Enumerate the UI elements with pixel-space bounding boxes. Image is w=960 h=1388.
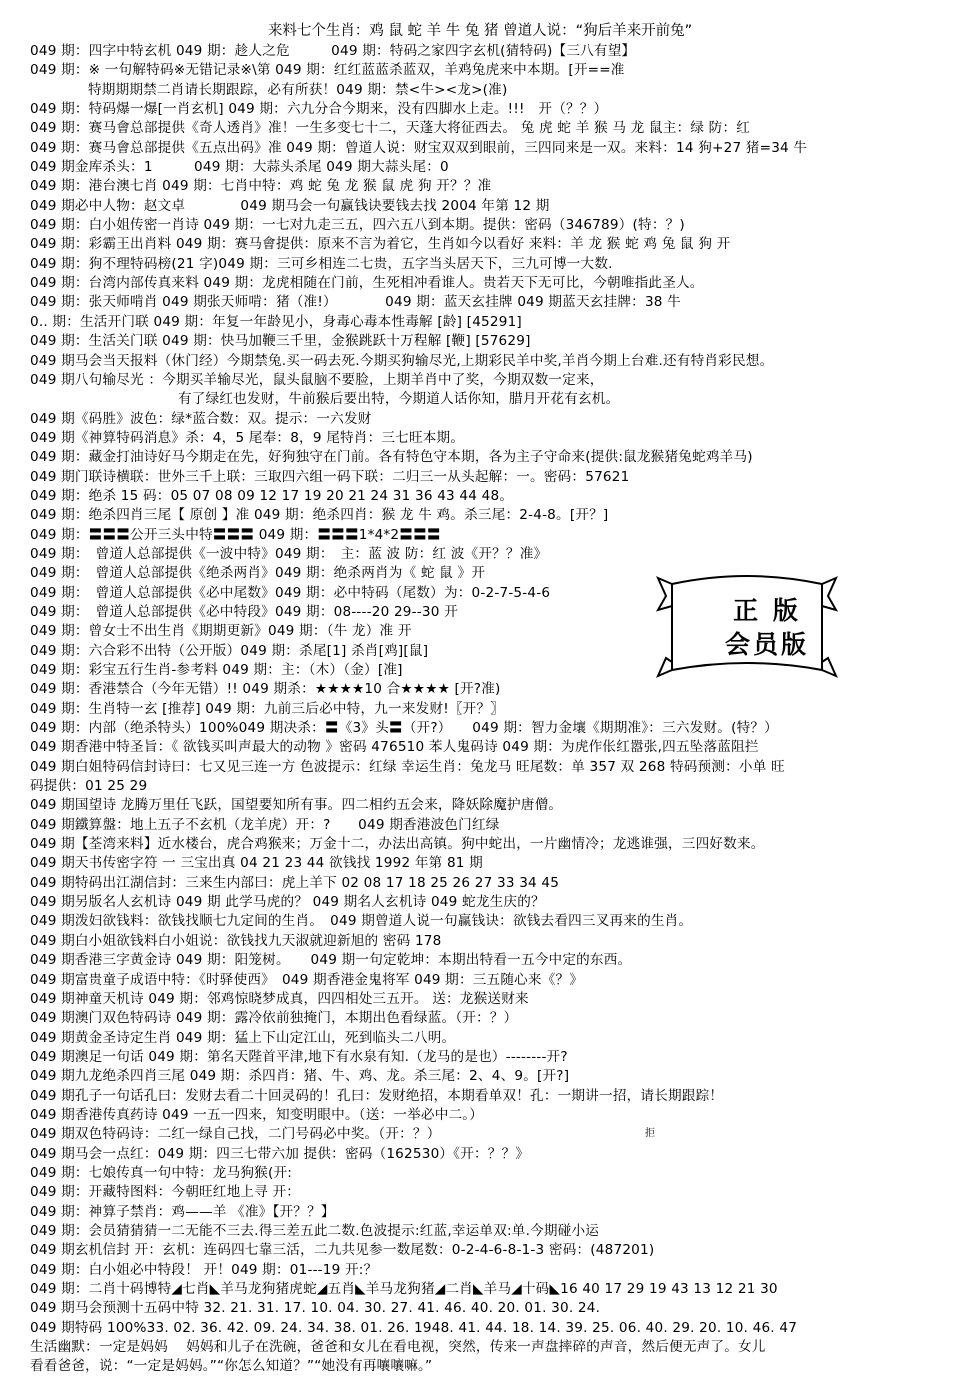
text-line: 049 期：神算子禁肖：鸡——羊 《准》【开？？】 [30, 1203, 335, 1220]
text-line: 049 期白小姐欲钱料白小姐说：欲钱找九天淑就迎新旭的 密码 178 [30, 932, 442, 949]
text-line: 049 期：六合彩不出特（公开版）049 期：杀尾[1] 杀肖[鸡][鼠] [30, 642, 429, 659]
text-line: 049 期澳门双色特码诗 049 期：露冷依前独掩门，本期出色看绿蓝。（开：？） [30, 1010, 518, 1027]
text-line: 049 期鐵算盤：地上五子不玄机（龙羊虎）开：? 049 期香港波色门红绿 [30, 816, 500, 833]
text-line: 049 期：台湾内部传真来料 049 期：龙虎相随在门前，生死相冲看谁人。贵若天下无可比，今朝唯指此圣人。 [30, 275, 704, 292]
text-line: 049 期：藏金打油诗好马今期走在先，好狗独守在门前。各有特色守本期，各为主子守命来(提供:鼠龙猴猪兔蛇鸡羊马) [30, 449, 753, 466]
text-line: 049 期泼妇欲钱料：欲钱找顺七九定间的生肖。 049 期曾道人说一句赢钱诀：欲钱去看四三叉再来的生肖。 [30, 913, 693, 930]
text-line: 049 期：赛马會总部提供《奇人透肖》准！一生多变七十二，天蓬大将征西去。 兔 虎 蛇 羊 猴 马 龙 鼠主：绿 防：红 [30, 120, 751, 137]
text-line: 049 期必中人物：赵文卓 049 期马会一句赢钱诀要钱去找 2004 年第 12 期 [30, 197, 550, 214]
text-line: 049 期：香港禁合（今年无错）!! 049 期杀：★★★★10 合★★★★ [开?准) [30, 681, 501, 698]
text-line: 049 期黄金圣诗定生肖 049 期：猛上下山定江山，死到临头二八明。 [30, 1029, 456, 1046]
text-line: 049 期国望诗 龙腾万里任飞跃，国望要知所有事。四二相约五会来，降妖除魔护唐僧。 [30, 797, 563, 814]
text-line: 049 期马会预测十五码中特 32. 21. 31. 17. 10. 04. 30. 27. 41. 46. 40. 20. 01. 30. 24. [30, 1300, 601, 1317]
text-line: 049 期：曾女士不出生肖《期期更新》049 期：（牛 龙）准 开 [30, 623, 412, 640]
text-line: 049 期：白小姐传密一肖诗 049 期：一七对九走三五，四六五八到本期。提供：密码（346789）(特：？) [30, 217, 685, 234]
text-line: 生活幽默：一定是妈妈 妈妈和儿子在洗碗，爸爸和女儿在看电视，突然，传来一声盘摔碎的声音，然后便无声了。女儿 [30, 1339, 766, 1356]
text-lines [30, 42, 940, 1377]
text-line: 049 期：绝杀四肖三尾【 原创 】准 049 期：绝杀四肖：猴 龙 牛 鸡。杀三尾：2-4-8。[开？] [30, 507, 609, 524]
text-line: 049 期：七娘传真一句中特：龙马狗猴(开: [30, 1164, 293, 1181]
text-line: 049 期： 曾道人总部提供《一波中特》049 期： 主：蓝 波 防：红 波《开？？准》 [30, 545, 548, 562]
text-line: 049 期：港台澳七肖 049 期：七肖中特：鸡 蛇 兔 龙 猴 鼠 虎 狗 开？？准 [30, 178, 492, 195]
text-line: 049 期：彩霸王出肖料 049 期：赛马會提供：原来不言为着它，生肖如今以看好 来料：羊 龙 猴 蛇 鸡 兔 鼠 狗 开 [30, 236, 731, 253]
text-line: 049 期：白小姐必中特段！ 开！049 期：01---19 开:？ [30, 1261, 378, 1278]
text-line: 049 期《码胜》波色：绿*蓝合数：双。提示：一六发财 [30, 410, 372, 427]
text-line: 049 期香港三字黄金诗 049 期：阳笼树。 049 期一句定乾坤：本期出特看一五今中定的东西。 [30, 952, 632, 969]
stamp-label [712, 594, 822, 662]
text-line: 看看爸爸，说：“一定是妈妈。”“你怎么知道？”“她没有再嚷嚷嘛。” [30, 1358, 433, 1375]
text-line: 049 期双色特码诗：二红一绿自己找，二门号码必中奖。（开：？） [30, 1126, 441, 1143]
text-line: 有了绿红也发财，牛前猴后要出特，今期道人话你知，腊月开花有玄机。 [178, 391, 620, 408]
text-line: 049 期金库杀头：1 049 期：大蒜头杀尾 049 期大蒜头尾：0 [30, 159, 449, 176]
text-line: 049 期：生活关门联 049 期：快马加鞭三千里，金猴跳跃十万程解 [鞭] [57629] [30, 333, 531, 350]
text-line: 049 期：彩宝五行生肖-参考料 049 期：主：（木）（金）[准] [30, 662, 403, 678]
stamp-line-1: 正 版 [733, 596, 801, 625]
text-line: 049 期特码 100%33. 02. 36. 42. 09. 24. 34. 38. 01. 26. 1948. 41. 44. 18. 14. 39. 25. 06. 40. 29. 20. 10. 46. 47 [30, 1319, 798, 1336]
text-line: 0.. 期：生活开门联 049 期：年复一年龄见小，身毒心毒本性毒解 [龄] [45291] [30, 313, 522, 330]
text-line: 049 期：二肖十码博特◢七肖◣羊马龙狗猪虎蛇◢五肖◣羊马龙狗猪◢二肖◣羊马◢十码◣16 40 17 29 19 43 13 12 21 30 [30, 1281, 778, 1297]
text-line: 049 期富贵童子成语中特：《时驿使西》 049 期香港金鬼将军 049 期：三五随心来《？》 [30, 971, 584, 988]
text-line: 049 期《神算特码消息》杀：4，5 尾奉：8，9 尾特肖：三七旺本期。 [30, 429, 465, 446]
stamp-line-2: 会员版 [724, 630, 809, 659]
text-line: 049 期白姐特码信封诗曰：七又见三连一方 色波提示：红绿 幸运生肖：兔龙马 旺尾数：单 357 双 268 特码预测：小单 旺 [30, 758, 785, 775]
text-line: 049 期【荃湾来料】近水楼台，虎合鸡猴来；万金十二，办法出高镇。狗中蛇出，一片幽情冷；龙逃谁强，三四好数来。 [30, 836, 765, 853]
text-line: 049 期香港中特圣旨：《 欲钱买叫声最大的动物 》密码 476510 苯人鬼码诗 049 期：为虎作伥红嚣张,四五坠落蓝阻拦 [30, 739, 759, 756]
text-line: 049 期天书传密字符 一 三宝出真 04 21 23 44 欲钱找 1992 年第 81 期 [30, 855, 483, 872]
text-line: 049 期： 曾道人总部提供《必中特段》049 期：08----20 29--30 开 [30, 603, 458, 620]
header-line: 来料七个生肖：鸡 鼠 蛇 羊 牛 兔 猪 曾道人说：“狗后羊来开前兔” [267, 23, 693, 39]
text-line: 049 期玄机信封 开：玄机：连码四七靠三活，二九共见参一数尾数：0-2-4-6-8-1-3 密码：(487201) [30, 1242, 655, 1259]
text-line: 049 期：四字中特玄机 049 期：趁人之危 049 期：特码之家四字玄机(猜特码)【三八有望】 [30, 43, 636, 59]
text-line: 049 期澳足一句话 049 期：第名天陛首平津,地下有水泉有知.（龙马的是也）--------开? [30, 1048, 568, 1065]
text-line: 049 期： 曾道人总部提供《必中尾数》049 期：必中特码（尾数）为：0-2-7-5-4-6 [30, 584, 551, 601]
text-line: 049 期特码出江湖信封：三来生内部曰：虎上羊下 02 08 17 18 25 26 27 33 34 45 [30, 874, 560, 891]
text-line: 049 期神童天机诗 049 期：邻鸡惊晓梦成真，四四相处三五开。 送：龙猴送财来 [30, 990, 529, 1007]
text-line: 049 期：〓〓〓公开三头中特〓〓〓 049 期：〓〓〓1*4*2〓〓〓 [30, 526, 441, 543]
text-line: 049 期九龙绝杀四肖三尾 049 期：杀四肖：猪、牛、鸡、龙。杀三尾：2、4、9。[开?] [30, 1068, 570, 1085]
text-line: 049 期：开藏特图料：今朝旺红地上寻 开： [30, 1184, 301, 1201]
text-line: 049 期：生肖特一玄 [推荐] 049 期：九前三后必中特，九一来发财!〖开？〗 [30, 700, 505, 717]
text-line: 特期期期禁二肖请长期跟踪，必有所获！049 期：禁<牛><龙>(准) [88, 81, 508, 98]
text-line: 049 期：赛马會总部提供《五点出码》准 049 期：曾道人说：财宝双双到眼前，三四同来是一双。来料：14 狗+27 猪=34 牛 [30, 139, 808, 156]
text-line: 049 期：※ 一句解特码※无错记录※\第 049 期：红红蓝蓝杀蓝双，羊鸡兔虎来中本期。[开==准 [30, 62, 625, 79]
text-line: 049 期： 曾道人总部提供《绝杀两肖》049 期：绝杀两肖为《 蛇 鼠 》开 [30, 565, 486, 582]
text-line: 049 期八句输尽光 ：今期买羊输尽光，鼠头鼠脑不要脸，上期羊肖中了奖，今期双数一定来， [30, 371, 604, 388]
text-line: 049 期马会当天报料（休门经）今期禁兔.买一码去死.今期买狗输尽光,上期彩民羊中奖,羊肖今期上台难.还有特肖彩民想。 [30, 352, 774, 369]
text-line: 049 期香港传真药诗 049 一五一四来，知变明眼中。（送：一举必中二。） [30, 1106, 484, 1123]
text-line: 049 期：内部（绝杀特头）100%049 期决杀：〓《3》头〓（开?） 049 期：智力金壤《期期准》：三六发财。(特？） [30, 720, 778, 737]
text-line: 049 期孔子一句话孔曰：发财去看二十回灵码的！孔曰：发财绝招，本期看单双！孔：一期讲一招，请长期跟踪！ [30, 1087, 724, 1104]
text-line: 049 期：会员猜猜猜一二无能不三去.得三差五此二数.色波提示:红蓝,幸运单双:单.今期碰小运 [30, 1222, 600, 1239]
text-line: 049 期：特码爆一爆[一肖玄机] 049 期：六九分合今期来，没有四脚水上走。!!! 开（？？） [30, 101, 608, 118]
text-line: 049 期马会一点红：049 期：四三七带六加 提供：密码（162530）《开：？？》 [30, 1145, 530, 1162]
text-line: 码提供：01 25 29 [30, 778, 148, 795]
text-line: 049 期：绝杀 15 码：05 07 08 09 12 17 19 20 21 24 31 36 43 44 48。 [30, 487, 514, 504]
stray-mark: 拒 [645, 1128, 655, 1139]
text-line: 049 期：狗不理特码榜(21 字)049 期：三可乡相连二七贵，五字当头居天下，三九可博一大数. [30, 255, 613, 272]
text-line: 049 期门联诗横联：世外三千上联：三取四六组一码下联：二归三一从头起解：一。密码：57621 [30, 468, 630, 485]
text-line: 049 期：张天师啃肖 049 期张天师啃：猪（准!） 049 期：蓝天玄挂牌 049 期蓝天玄挂牌：38 牛 [30, 294, 681, 311]
text-line: 049 期另版名人玄机诗 049 期 此学马虎的？ 049 期名人玄机诗 049 蛇龙生庆的？ [30, 894, 545, 911]
